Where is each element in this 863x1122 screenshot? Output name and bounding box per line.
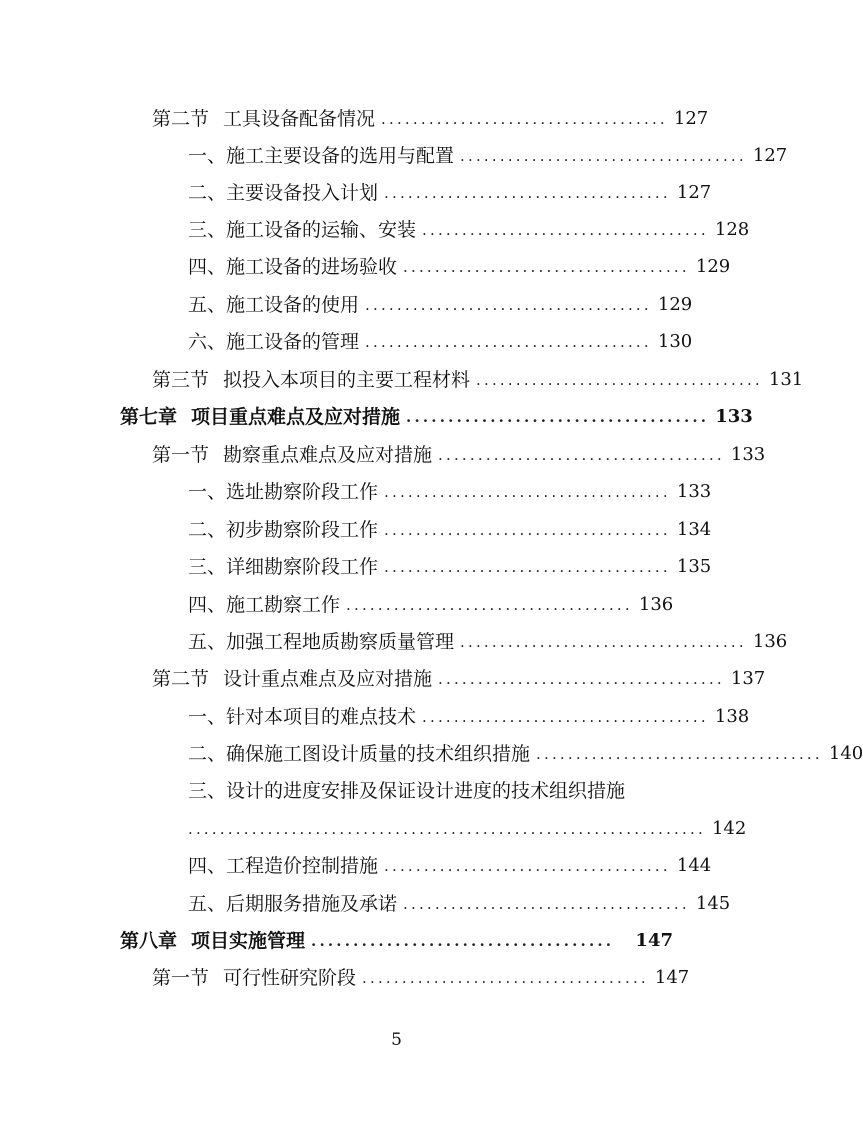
toc-entry-title: 三、详细勘察阶段工作: [188, 556, 379, 578]
dot-leader: .................................................................: [188, 820, 706, 838]
toc-entry-title: 四、工程造价控制措施: [188, 855, 379, 877]
toc-entry-title: 一、施工主要设备的选用与配置: [188, 145, 455, 167]
toc-row: [0, 959, 793, 997]
toc-row: [0, 286, 793, 324]
toc-page-number: 130: [657, 331, 693, 352]
toc-page-number: 127: [673, 108, 709, 129]
toc-row: [0, 174, 793, 212]
toc-entry-title: 一、针对本项目的难点技术: [188, 706, 417, 728]
toc-page-number: 133: [715, 406, 753, 427]
dot-leader: ....................................: [403, 895, 690, 913]
toc-row: [0, 885, 793, 923]
toc-entry-title: 一、选址勘察阶段工作: [188, 481, 379, 503]
dot-leader: ....................................: [362, 969, 649, 987]
toc-row: [0, 323, 793, 361]
dot-leader: ....................................: [346, 596, 633, 614]
toc-page-number: 142: [711, 818, 747, 839]
toc-entry-title: 三、设计的进度安排及保证设计进度的技术组织措施: [188, 780, 626, 802]
toc-entry-title: 第二节 设计重点难点及应对措施: [152, 668, 433, 690]
toc-entry-item[interactable]: [188, 548, 712, 586]
toc-entry-title: 第八章 项目实施管理: [120, 930, 306, 952]
dot-leader: ....................................: [311, 932, 615, 950]
dot-leader: ....................................: [384, 857, 671, 875]
toc-row: [0, 361, 804, 399]
toc-page-number: 133: [730, 444, 766, 465]
dot-leader: ....................................: [460, 633, 747, 651]
toc-page-number: 147: [654, 967, 690, 988]
toc-row: [0, 511, 793, 549]
toc-entry-item[interactable]: [188, 323, 693, 361]
toc-entry-item[interactable]: [188, 473, 712, 511]
toc-row: [0, 211, 793, 249]
toc-page-number: 129: [657, 294, 693, 315]
toc-page-number: 147: [635, 930, 673, 951]
toc-entry-section[interactable]: [152, 959, 690, 997]
toc-row-continuation: [0, 810, 793, 848]
toc-row: [0, 137, 793, 175]
toc-entry-item[interactable]: [188, 137, 788, 175]
toc-row: [0, 735, 863, 773]
toc-page-number: 140: [828, 743, 863, 764]
toc-entry-item[interactable]: [188, 698, 750, 736]
toc-page-number: 127: [752, 145, 788, 166]
toc-page-number: 144: [676, 855, 712, 876]
toc-row: [0, 586, 793, 624]
toc-entry-title: 五、后期服务措施及承诺: [188, 893, 398, 915]
toc-entry-item[interactable]: [188, 623, 788, 661]
dot-leader: ....................................: [536, 745, 823, 763]
toc-entry-title: 第三节 拟投入本项目的主要工程材料: [152, 369, 471, 391]
toc-entry-title: 四、施工勘察工作: [188, 594, 341, 616]
dot-leader: ....................................: [365, 333, 652, 351]
dot-leader: ....................................: [384, 184, 671, 202]
toc-page-number: 128: [714, 219, 750, 240]
dot-leader: ....................................: [438, 670, 725, 688]
dot-leader: ....................................: [403, 258, 690, 276]
toc-entry-title: 四、施工设备的进场验收: [188, 256, 398, 278]
dot-leader: ....................................: [384, 521, 671, 539]
toc-entry-item[interactable]: [188, 885, 731, 923]
dot-leader: ....................................: [460, 147, 747, 165]
toc-entry-title: 第一节 可行性研究阶段: [152, 967, 357, 989]
toc-page-number: 131: [768, 369, 804, 390]
toc-entry-section[interactable]: [152, 361, 804, 399]
toc-entry-title: 二、初步勘察阶段工作: [188, 519, 379, 541]
dot-leader: ....................................: [384, 483, 671, 501]
toc-page-number: 145: [695, 893, 731, 914]
dot-leader: ....................................: [365, 296, 652, 314]
toc-entry-section[interactable]: [152, 100, 709, 138]
toc-page-number: 134: [676, 519, 712, 540]
toc-page-number: 129: [695, 256, 731, 277]
toc-entry-title: 二、确保施工图设计质量的技术组织措施: [188, 743, 531, 765]
toc-row: [0, 398, 793, 436]
toc-entry-title: 六、施工设备的管理: [188, 331, 360, 353]
toc-entry-item[interactable]: [188, 847, 712, 885]
toc-entry-item[interactable]: [188, 586, 673, 624]
toc-row: [0, 436, 793, 474]
dot-leader: ....................................: [422, 708, 709, 726]
toc-entry-title: 三、施工设备的运输、安装: [188, 219, 417, 241]
dot-leader: ....................................: [406, 408, 710, 426]
toc-page-number: 133: [676, 481, 712, 502]
toc-entry-title: 第二节 工具设备配备情况: [152, 108, 376, 130]
toc-entry-title: 五、加强工程地质勘察质量管理: [188, 631, 455, 653]
toc-page-number: 135: [676, 556, 712, 577]
toc-entry-item[interactable]: [188, 174, 712, 212]
toc-entry-section[interactable]: [152, 660, 766, 698]
toc-entry-title: 第七章 项目重点难点及应对措施: [120, 406, 401, 428]
page-number: 5: [391, 1030, 402, 1050]
toc-entry-item[interactable]: [188, 511, 712, 549]
toc-entry-section[interactable]: [152, 436, 766, 474]
toc-entry-title: 五、施工设备的使用: [188, 294, 360, 316]
toc-entry-item-wrapped[interactable]: [188, 772, 673, 810]
toc-entry-item[interactable]: [188, 248, 731, 286]
toc-entry-item[interactable]: [188, 735, 863, 773]
toc-entry-continuation[interactable]: [188, 810, 747, 848]
toc-row: [0, 473, 793, 511]
toc-row: [0, 922, 793, 960]
toc-row: [0, 100, 793, 138]
toc-entry-item[interactable]: [188, 211, 750, 249]
toc-entry-title: 第一节 勘察重点难点及应对措施: [152, 444, 433, 466]
toc-entry-chapter[interactable]: [120, 922, 673, 960]
toc-row: [0, 548, 793, 586]
toc-row: [0, 698, 793, 736]
toc-page-number: 136: [638, 594, 674, 615]
toc-page-number: 137: [730, 668, 766, 689]
toc-row: [0, 248, 793, 286]
toc-row: [0, 623, 793, 661]
toc-entry-title: 二、主要设备投入计划: [188, 182, 379, 204]
toc-page-number: 127: [676, 182, 712, 203]
toc-row: [0, 772, 793, 810]
toc-entry-item[interactable]: [188, 286, 693, 324]
toc-page-number: 136: [752, 631, 788, 652]
dot-leader: ....................................: [384, 558, 671, 576]
toc-row: [0, 847, 793, 885]
dot-leader: ....................................: [476, 371, 763, 389]
toc-entry-chapter[interactable]: [120, 398, 753, 436]
dot-leader: ....................................: [381, 110, 668, 128]
toc-row: [0, 660, 793, 698]
dot-leader: ....................................: [422, 221, 709, 239]
toc-page-number: 138: [714, 706, 750, 727]
dot-leader: ....................................: [438, 446, 725, 464]
